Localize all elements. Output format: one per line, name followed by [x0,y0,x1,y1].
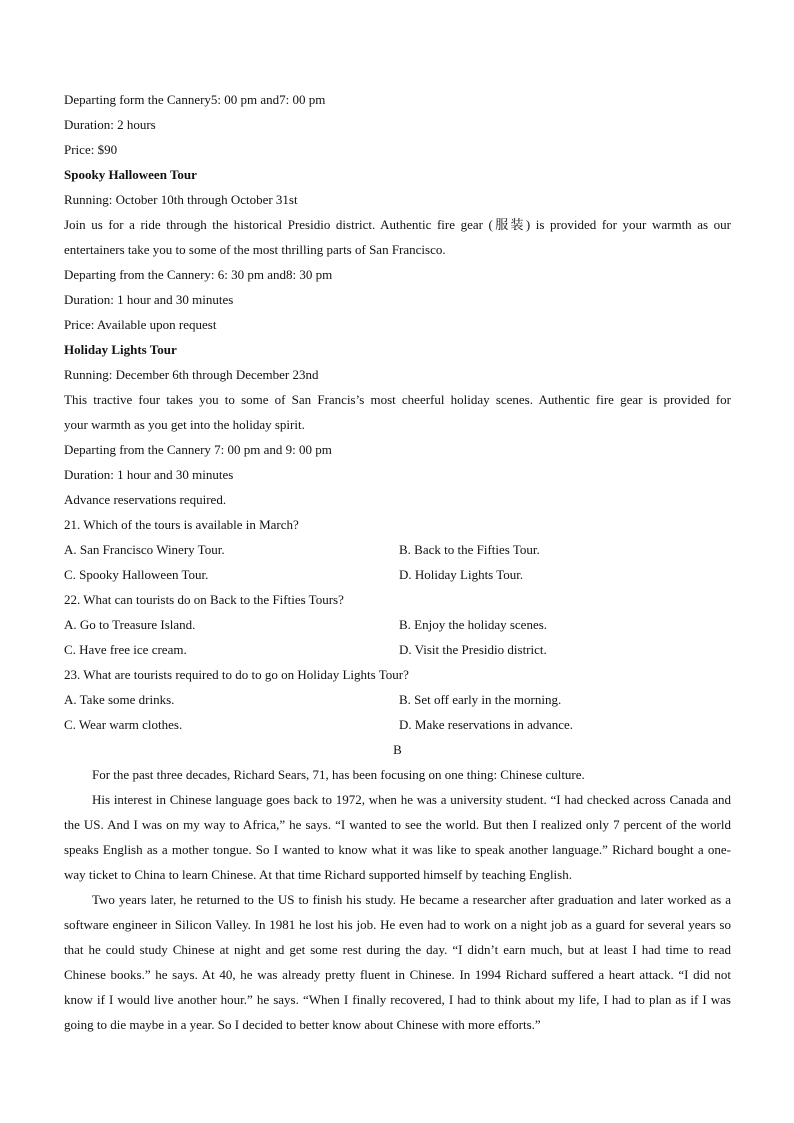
option-a: A. San Francisco Winery Tour. [64,542,225,557]
question-21: 21. Which of the tours is available in March? [64,517,299,532]
holiday-departing: Departing from the Cannery 7: 00 pm and 9: 00 pm [64,442,332,457]
options-row [64,537,731,562]
option-d: D. Holiday Lights Tour. [399,567,524,582]
passage-paragraph-1: For the past three decades, Richard Sears, 71, has been focusing on one thing: Chinese culture. [92,767,585,782]
holiday-duration: Duration: 1 hour and 30 minutes [64,467,234,482]
passage-paragraph-2: His interest in Chinese language goes back to 1972, when he was a university student. “I had checked across Canada and the US. And I was on my way to Africa,” he says. “I wanted to see the world. But then I realized only 7 percent of the world speaks English as a mother tongue. So I wanted to know what it was like to speak another language.” Richard bought a one-way ticket to China to learn Chinese. At that time Richard supported himself by teaching English. [64,792,731,882]
options-row [64,562,731,587]
spooky-desc-line2: entertainers take you to some of the most thrilling parts of San Francisco. [64,242,446,257]
options-row [64,612,731,637]
holiday-desc-line2: your warmth as you get into the holiday spirit. [64,417,305,432]
option-c: C. Wear warm clothes. [64,717,183,732]
question-23: 23. What are tourists required to do to go on Holiday Lights Tour? [64,667,409,682]
option-a: A. Take some drinks. [64,692,175,707]
spooky-desc-line1: Join us for a ride through the historical Presidio district. Authentic fire gear (服装) is provided for your warmth as our [64,217,731,232]
passage-paragraph-3: Two years later, he returned to the US to finish his study. He became a researcher after graduation and later worked as a software engineer in Silicon Valley. In 1981 he lost his job. He even had to work on a night job as a guard for several years so that he could study Chinese at night and get some rest during the day. “I didn’t earn much, but at least I had time to read Chinese books.” he says. At 40, he was already pretty fluent in Chinese. In 1994 Richard suffered a heart attack. “I did not know if I would live another hour.” he says. “When I finally recovered, I had to think about my life, I had to plan as if I was going to die maybe in a year. So I decided to better know about Chinese with more efforts.” [64,892,731,1032]
option-d: D. Visit the Presidio district. [399,642,547,657]
document-content [64,87,731,1037]
holiday-running: Running: December 6th through December 23nd [64,367,319,382]
spooky-running: Running: October 10th through October 31st [64,192,298,207]
duration-line: Duration: 2 hours [64,117,156,132]
spooky-departing: Departing from the Cannery: 6: 30 pm and8: 30 pm [64,267,333,282]
spooky-price: Price: Available upon request [64,317,217,332]
holiday-reservation: Advance reservations required. [64,492,227,507]
option-b: B. Set off early in the morning. [399,692,562,707]
option-c: C. Spooky Halloween Tour. [64,567,209,582]
option-a: A. Go to Treasure Island. [64,617,196,632]
options-row [64,712,731,737]
options-row [64,637,731,662]
option-b: B. Enjoy the holiday scenes. [399,617,548,632]
price-line: Price: $90 [64,142,118,157]
spooky-duration: Duration: 1 hour and 30 minutes [64,292,234,307]
holiday-tour-title: Holiday Lights Tour [64,342,177,357]
option-c: C. Have free ice cream. [64,642,187,657]
spooky-tour-title: Spooky Halloween Tour [64,167,197,182]
holiday-desc-line1: This tractive four takes you to some of San Francis’s most cheerful holiday scenes. Authentic fire gear is provided for [64,392,731,407]
section-label: B [393,742,402,757]
departing-line: Departing form the Cannery5: 00 pm and7: 00 pm [64,92,326,107]
option-b: B. Back to the Fifties Tour. [399,542,540,557]
question-22: 22. What can tourists do on Back to the Fifties Tours? [64,592,344,607]
option-d: D. Make reservations in advance. [399,717,573,732]
options-row [64,687,731,712]
